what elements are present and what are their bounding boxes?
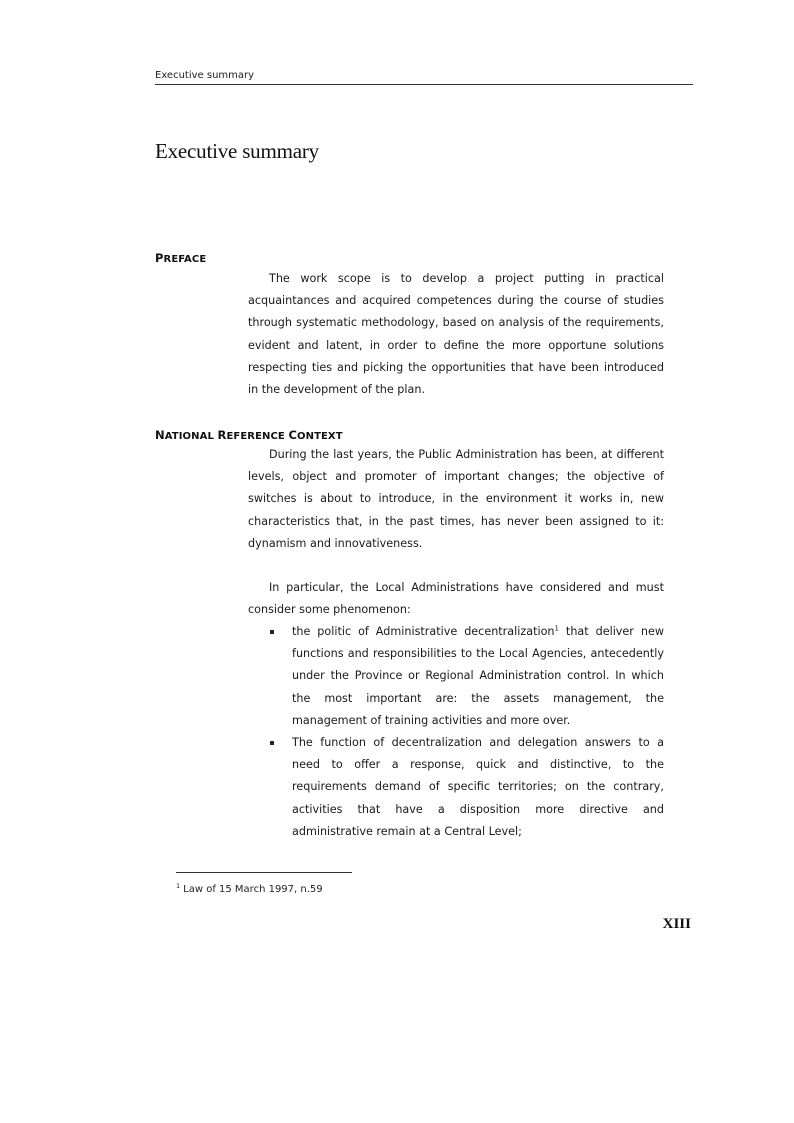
preface-heading-rest: REFACE — [163, 254, 207, 265]
national-heading-initial-3: C — [288, 428, 297, 442]
preface-paragraph-text: The work scope is to develop a project putting in practical acquaintances and acquired competences during the course of studies through systematic methodology, based on analysis of the requirements, evident and latent, in order to define the more opportune solutions respecting ties and picking the opportunities that have been introduced in the development of the plan. — [248, 272, 664, 397]
national-heading-rest-1: ATIONAL — [164, 431, 214, 442]
preface-heading-initial: P — [155, 251, 164, 265]
running-header-title: Executive summary — [155, 70, 255, 81]
square-bullet-icon — [270, 741, 274, 745]
list-item-text: The function of decentralization and delegation answers to a need to offer a response, quick and distinctive, to the requirements demand of specific territories; on the contrary, activities that have a disposition more directive and administrative remain at a Central Level; — [292, 736, 664, 838]
national-heading-rest-2: EFERENCE — [226, 431, 285, 442]
national-heading-rest-3: ONTEXT — [297, 431, 343, 442]
footnote-number: 1 — [176, 881, 181, 890]
footnote-divider — [176, 872, 352, 873]
national-heading-initial-2: R — [217, 428, 227, 442]
phenomenon-list — [270, 621, 664, 843]
page-title: Executive summary — [155, 139, 319, 163]
national-paragraph-2-text: In particular, the Local Administrations have considered and must consider some phenomenon: — [248, 581, 664, 617]
list-item-text-start: the politic of Administrative decentralization — [292, 625, 555, 638]
list-item-text-end: that deliver new functions and responsibilities to the Local Agencies, antecedently under the Province or Regional Administration control. In which the most important are: the assets management, the management of training activities and more over. — [292, 625, 664, 727]
footnote-reference: 1 — [554, 624, 559, 633]
square-bullet-icon — [270, 630, 274, 634]
preface-heading — [155, 251, 206, 265]
list-item — [270, 732, 664, 843]
national-heading — [155, 428, 343, 442]
preface-paragraph — [248, 268, 664, 401]
running-header — [155, 70, 693, 85]
national-paragraph-1 — [248, 444, 664, 555]
page-number: XIII — [662, 916, 691, 932]
national-paragraph-1-text: During the last years, the Public Administration has been, at different levels, object and promoter of important changes; the objective of switches is about to introduce, in the environment it works in, new characteristics that, in the past times, has never been assigned to it: dynamism and innovativeness. — [248, 448, 664, 550]
footnote-text: Law of 15 March 1997, n.59 — [183, 884, 323, 895]
national-heading-initial-1: N — [155, 428, 165, 442]
national-paragraph-2 — [248, 577, 664, 621]
footnote — [176, 881, 323, 895]
list-item — [270, 621, 664, 732]
